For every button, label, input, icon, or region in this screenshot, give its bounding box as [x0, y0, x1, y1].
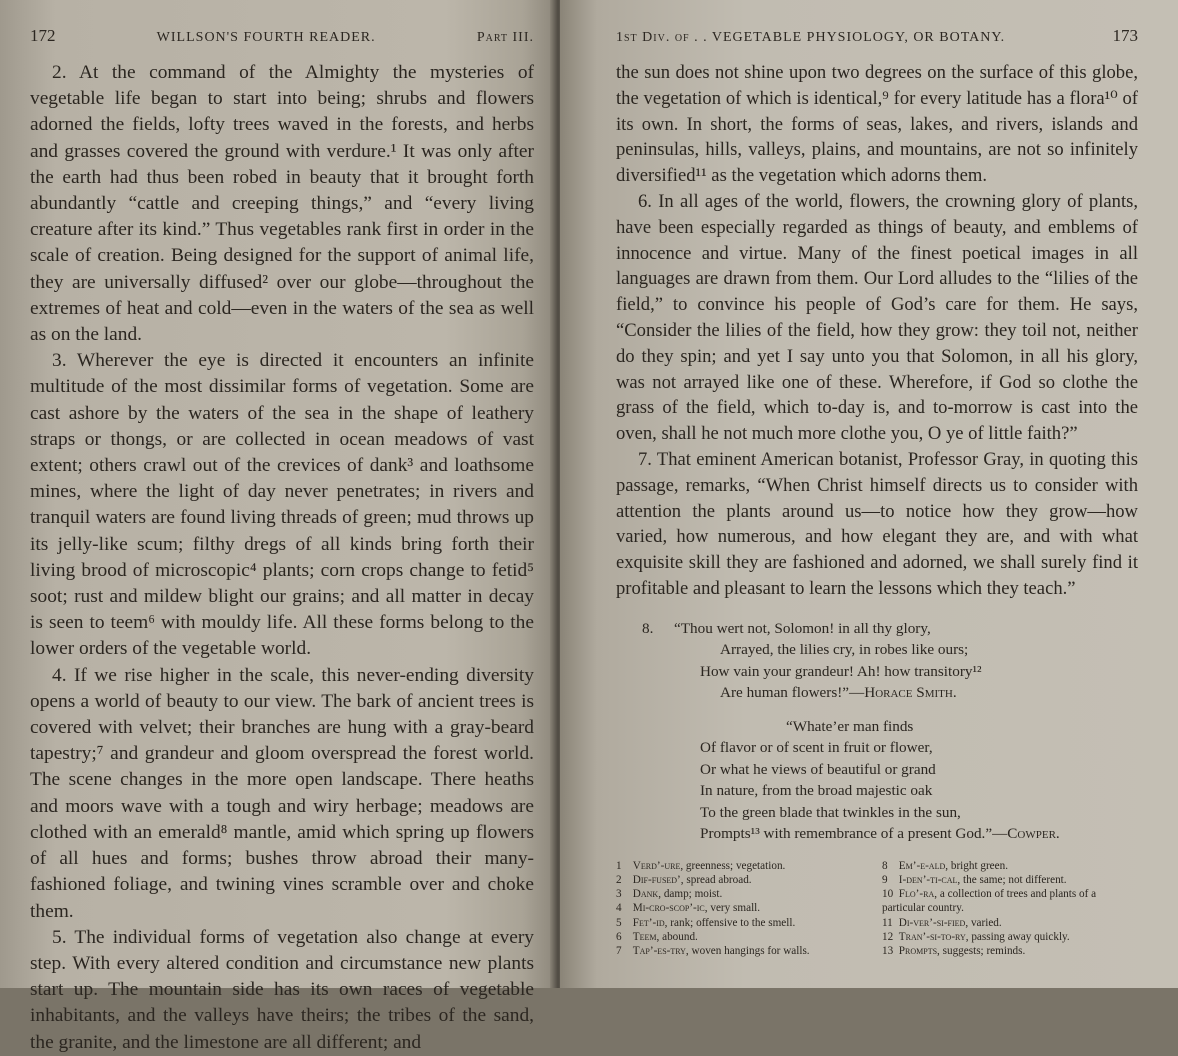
footnote: 8 Em’-e-ald, bright green. [882, 859, 1009, 872]
poem-line [616, 682, 1138, 704]
footnote: 10 Flo’-ra, a collection of trees and plants of a particular country. [882, 888, 1097, 915]
part-label: Part III. [476, 30, 534, 45]
poem-line: How vain your grandeur! Ah! how transitory¹² [700, 662, 982, 680]
poem-line: To the green blade that twinkles in the sun, [700, 803, 961, 821]
footnotes-column-right [872, 859, 1138, 958]
poem-line-text: “Thou wert not, Solomon! in all thy glory, [674, 619, 931, 637]
poem-author: Horace Smith. [864, 684, 957, 702]
paragraph-5-continued: the sun does not shine upon two degrees on the surface of this globe, the vegetation of which is identical,⁹ for every latitude has a flora¹⁰ of its own. In short, the forms of seas, lakes, and rivers, islands and peninsulas, hills, valleys, plains, and mountains, are not so infinitely diversified¹¹ as the vegetation which adorns them. [616, 62, 1138, 187]
poem-line: Arrayed, the lilies cry, in robes like ours; [720, 641, 969, 659]
page-number-right: 173 [1112, 26, 1138, 45]
paragraph-3: 3. Wherever the eye is directed it encounters an infinite multitude of the most dissimilar forms of vegetation. Some are cast ashore by the waters of the sea in the shape of leathery straps or thongs, or are collected in ocean meadows of vast extent; others crawl out of the crevices of dank³ and loathsome mines, where the light of day never penetrates; in rivers and tranquil waters are found living threads of green; mud throws up its jelly-like scum; filthy dregs of all kinds bring forth their living brood of microscopic⁴ plants; corn crops change to fetid⁵ soot; rust and mildew blight our grains; and all matter in decay is seen to teem⁶ with mouldy life. All these forms belong to the lower orders of the vegetable world. [30, 350, 534, 660]
footnote: 7 Tap’-es-try, woven hangings for walls. [616, 944, 810, 957]
poem-line-text: Prompts¹³ with remembrance of a present God.”— [700, 825, 1008, 843]
poem-line: In nature, from the broad majestic oak [700, 782, 933, 800]
page-number-left: 172 [30, 26, 56, 45]
running-title-right: 1st Div. of . . VEGETABLE PHYSIOLOGY, OR BOTANY. [616, 30, 1006, 45]
footnote: 13 Prompts, suggests; reminds. [882, 944, 1026, 957]
footnote: 5 Fet’-id, rank; offensive to the smell. [616, 916, 796, 929]
poem-line [616, 823, 1138, 845]
paragraph-5: 5. The individual forms of vegetation also change at every step. With every altered condition and circumstance new plants start up. The mountain side has its own races of vegetable inhabitants, and the valleys have theirs; the tribes of the sand, the granite, and the limestone are all different; and [30, 926, 534, 1053]
poem-horace-smith [616, 618, 1138, 845]
right-page-header [616, 26, 1138, 46]
footnotes [616, 859, 1138, 958]
footnote: 6 Teem, abound. [616, 930, 698, 943]
paragraph-4: 4. If we rise higher in the scale, this never-ending diversity opens a world of beauty to our view. The bark of ancient trees is covered with velvet; their branches are hung with a gray-beard tapestry;⁷ and grandeur and gloom overspread the forest world. The scene changes in the more open landscape. There heaths and moors wave with a tough and wiry herbage; meadows are clothed with an emerald⁸ mantle, amid which spring up flowers of all hues and forms; bushes throw abroad their many-fashioned foliage, and twining vines scramble over and choke them. [30, 664, 534, 922]
paragraph-7: 7. That eminent American botanist, Professor Gray, in quoting this passage, remarks, “When Christ himself directs us to consider with attention the plants around us—to notice how they grow—how varied, how numerous, and how elegant they are, and with what exquisite skill they are fashioned and adorned, we shall surely find it profitable and pleasant to learn the lessons which they teach.” [616, 448, 1138, 599]
footnote: 12 Tran’-si-to-ry, passing away quickly. [882, 930, 1070, 943]
poem-line: “Whate’er man finds [786, 717, 914, 735]
footnote: 9 I-den’-ti-cal, the same; not different. [882, 873, 1067, 886]
left-page-header [30, 26, 534, 46]
footnote: 1 Verd’-ure, greenness; vegetation. [616, 859, 786, 872]
poem-line: Or what he views of beautiful or grand [700, 760, 936, 778]
poem-line: Of flavor or of scent in fruit or flower, [700, 739, 933, 757]
right-page [560, 0, 1178, 988]
footnote: 4 Mi-cro-scop’-ic, very small. [616, 902, 761, 915]
poem-line-text: Are human flowers!”— [720, 684, 865, 702]
paragraph-6: 6. In all ages of the world, flowers, the crowning glory of plants, have been especially regarded as things of beauty, and emblems of innocence and virtue. Many of the finest poetical images in all languages are drawn from them. Our Lord alludes to the “lilies of the field,” to convince his people of God’s care for them. He says, “Consider the lilies of the field, how they grow: they toil not, neither do they spin; and yet I say unto you that Solomon, in all his glory, was not arrayed like one of these. Wherefore, if God so clothe the grass of the field, which to-day is, and to-morrow is cast into the oven, shall he not much more clothe you, O ye of little faith?” [616, 190, 1138, 445]
footnote: 3 Dank, damp; moist. [616, 888, 723, 901]
poem-line [616, 618, 1138, 640]
footnote: 11 Di-ver’-si-fied, varied. [882, 916, 1002, 929]
footnote: 2 Dif-fused’, spread abroad. [616, 873, 752, 886]
poem-author: Cowper. [1007, 825, 1060, 843]
footnotes-column-left [616, 859, 872, 958]
paragraph-2: 2. At the command of the Almighty the mysteries of vegetable life began to start into being; shrubs and flowers adorned the fields, lofty trees waved in the forests, and herbs and grasses covered the ground with verdure.¹ It was only after the earth had thus been robed in beauty that it brought forth abundantly “cattle and creeping things,” and “every living creature after its kind.” Thus vegetables rank first in order in the scale of creation. Being designed for the support of animal life, they are universally diffused² over our globe—throughout the extremes of heat and cold—even in the waters of the sea as well as on the land. [30, 62, 534, 346]
running-title-left: WILLSON'S FOURTH READER. [156, 30, 376, 45]
left-page [0, 0, 556, 1053]
poem-number: 8. [642, 619, 654, 637]
